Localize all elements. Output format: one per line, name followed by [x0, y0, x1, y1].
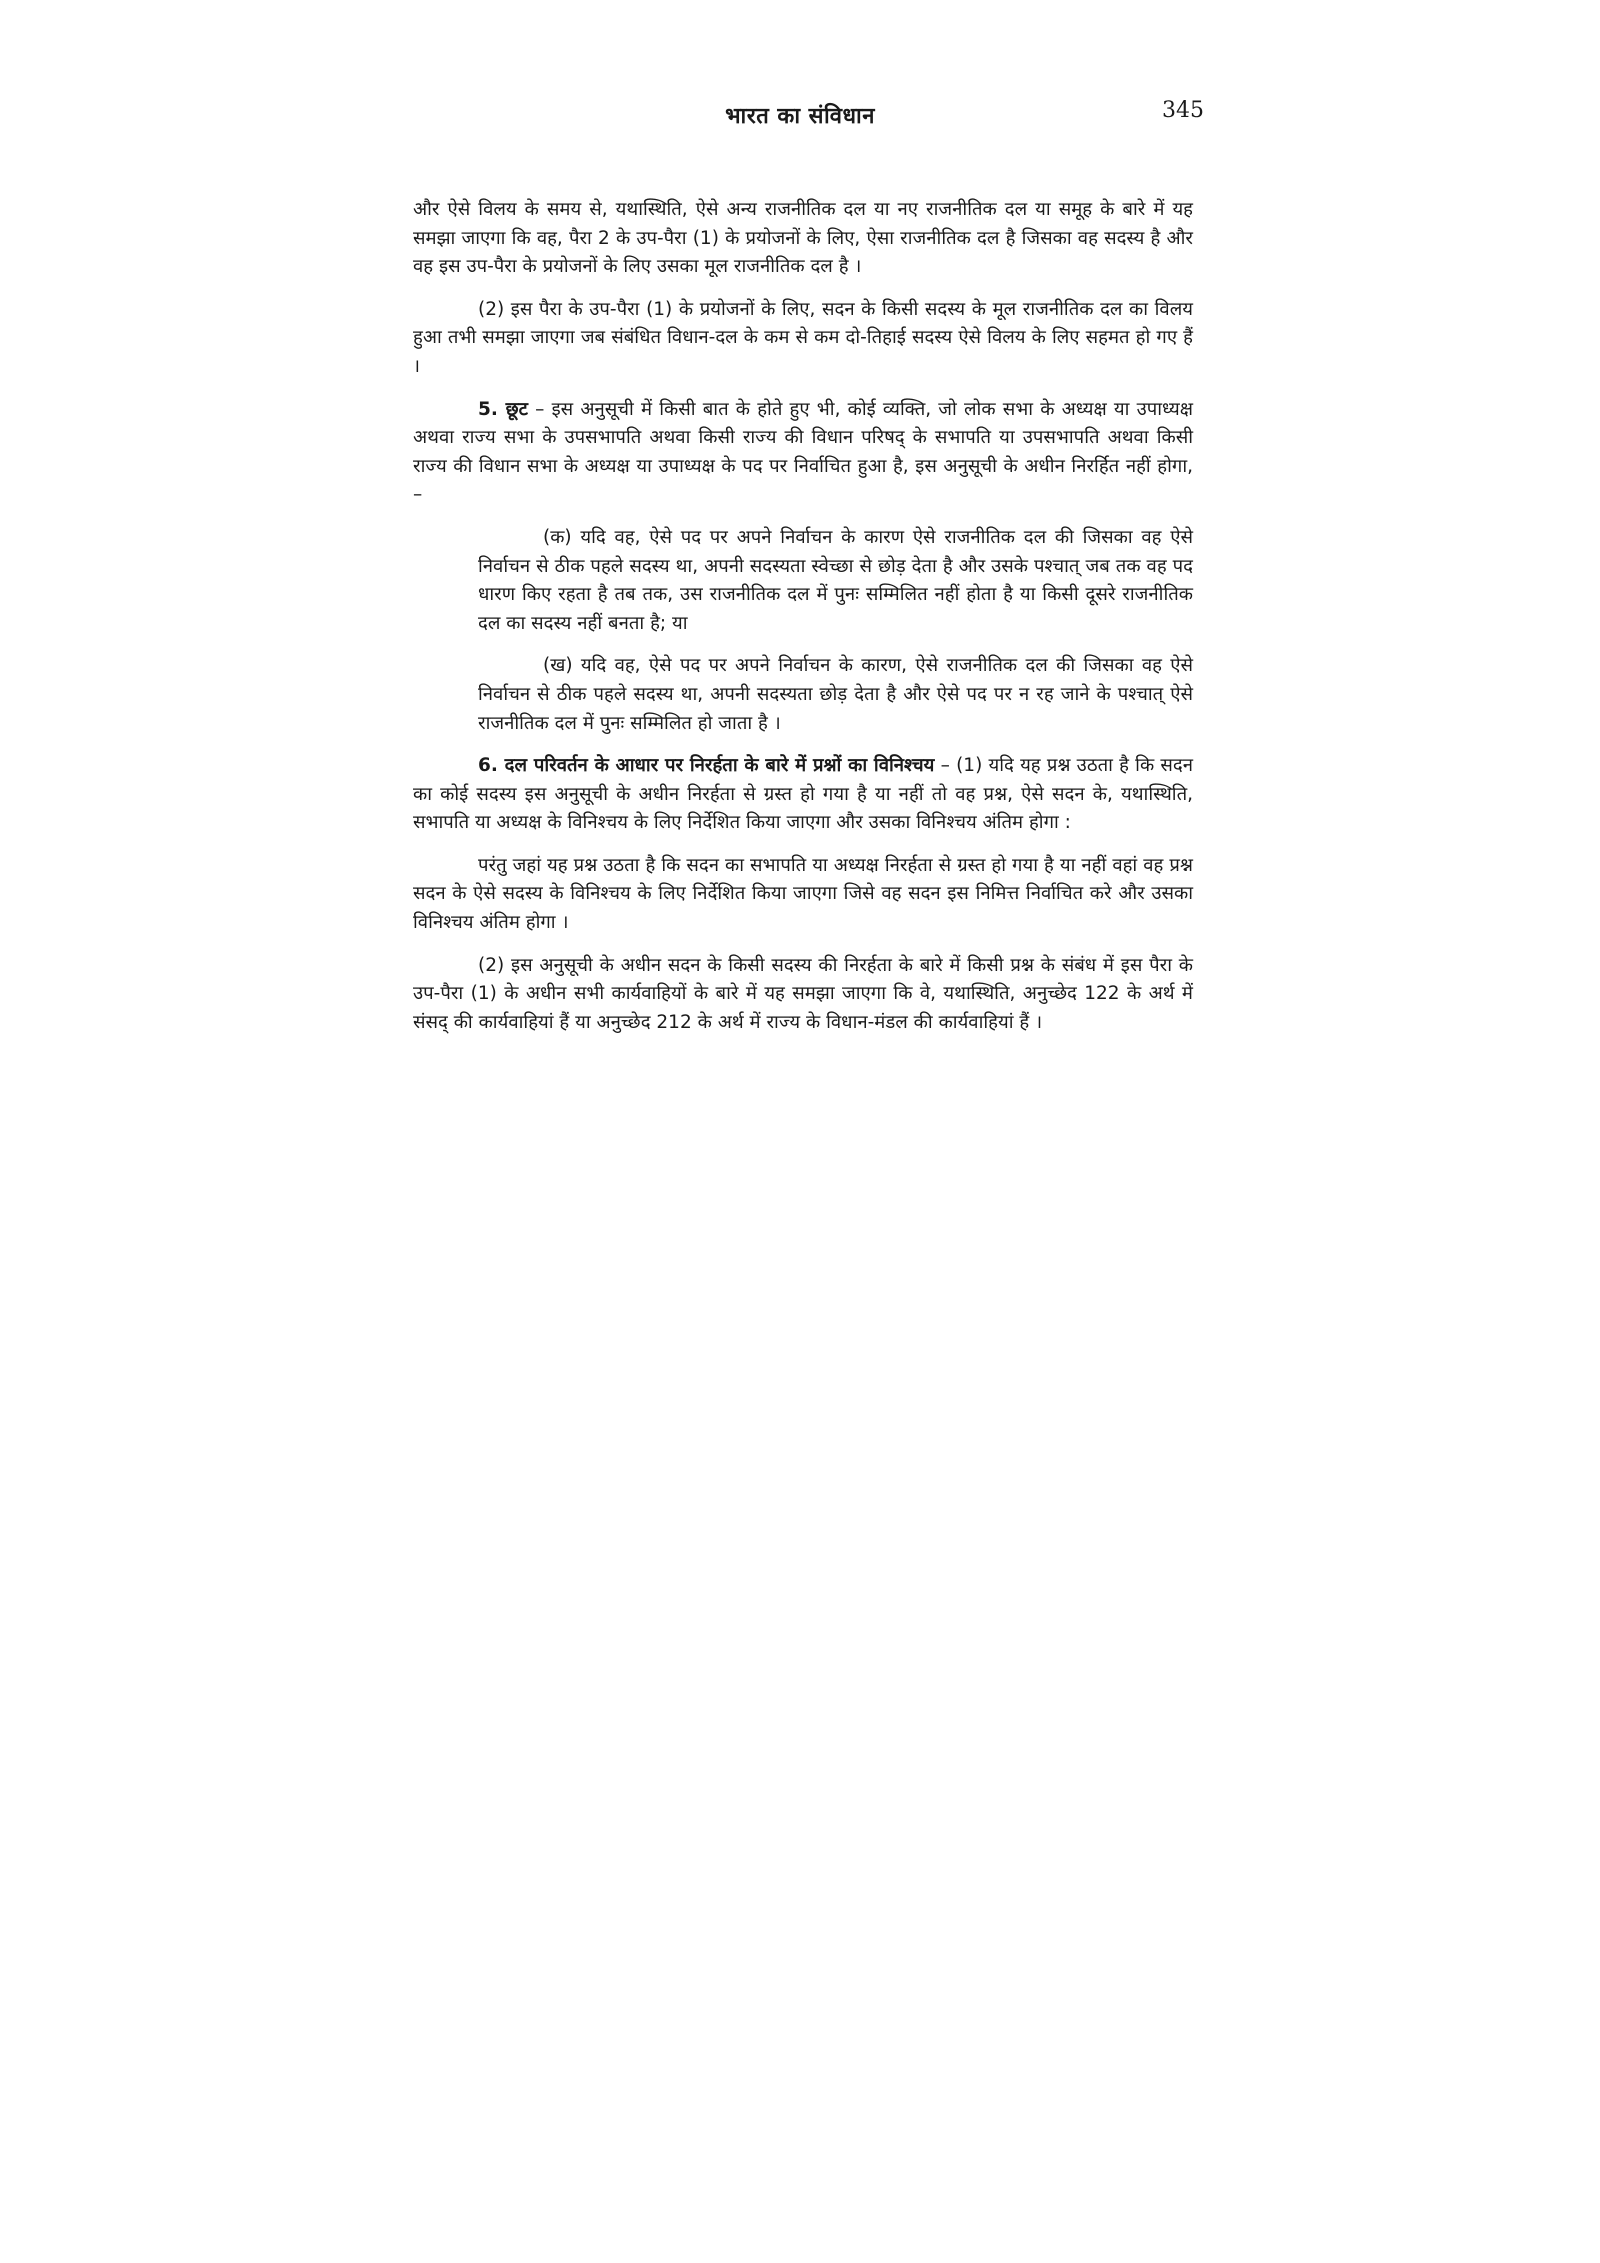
paragraph-merger-continuation	[413, 196, 1193, 282]
paragraph-text: (2) इस अनुसूची के अधीन सदन के किसी सदस्य की निरर्हता के बारे में किसी प्रश्न के संबंध में इस पैरा के उप-पैरा (1) के अधीन सभी कार्यवाहियों के बारे में यह समझा जाएगा कि वे, यथास्थिति, अनुच्छेद 122 के अर्थ में संसद् की कार्यवाहियां हैं या अनुच्छेद 212 के अर्थ में राज्य के विधान-मंडल की कार्यवाहियां हैं ।	[413, 954, 1193, 1033]
document-body	[413, 196, 1193, 1051]
page-header	[0, 100, 1600, 140]
clause-ka	[478, 524, 1193, 638]
paragraph-decision-on-questions	[413, 752, 1193, 838]
paragraph-text: और ऐसे विलय के समय से, यथास्थिति, ऐसे अन्य राजनीतिक दल या नए राजनीतिक दल या समूह के बारे में यह समझा जाएगा कि वह, पैरा 2 के उप-पैरा (1) के प्रयोजनों के लिए, ऐसा राजनीतिक दल है जिसका वह सदस्य है और वह इस उप-पैरा के प्रयोजनों के लिए उसका मूल राजनीतिक दल है ।	[413, 199, 1193, 278]
paragraph-text: – (1) यदि यह प्रश्न उठता है कि सदन का कोई सदस्य इस अनुसूची के अधीन निरर्हता से ग्रस्त हो गया है या नहीं तो वह प्रश्न, ऐसे सदन के, यथास्थिति, सभापति या अध्यक्ष के विनिश्चय के लिए निर्देशित किया जाएगा और उसका विनिश्चय अंतिम होगा :	[413, 755, 1193, 834]
page-number: 345	[1162, 98, 1204, 123]
paragraph-exemption	[413, 396, 1193, 510]
paragraph-text: – इस अनुसूची में किसी बात के होते हुए भी, कोई व्यक्ति, जो लोक सभा के अध्यक्ष या उपाध्यक्ष अथवा राज्य सभा के उपसभापति अथवा किसी राज्य की विधान परिषद् के सभापति या उपसभापति अथवा किसी राज्य की विधान सभा के अध्यक्ष या उपाध्यक्ष के पद पर निर्वाचित हुआ है, इस अनुसूची के अधीन निरर्हित नहीं होगा, –	[413, 398, 1193, 506]
clause-kha	[478, 652, 1193, 738]
clause-text: (ख) यदि वह, ऐसे पद पर अपने निर्वाचन के कारण, ऐसे राजनीतिक दल की जिसका वह ऐसे निर्वाचन से ठीक पहले सदस्य था, अपनी सदस्यता छोड़ देता है और ऐसे पद पर न रह जाने के पश्चात् ऐसे राजनीतिक दल में पुनः सम्मिलित हो जाता है ।	[478, 655, 1193, 734]
paragraph-proviso	[413, 852, 1193, 938]
section-heading-decision: 6. दल परिवर्तन के आधार पर निरर्हता के बारे में प्रश्नों का विनिश्चय	[478, 755, 935, 777]
paragraph-text: (2) इस पैरा के उप-पैरा (1) के प्रयोजनों के लिए, सदन के किसी सदस्य के मूल राजनीतिक दल का विलय हुआ तभी समझा जाएगा जब संबंधित विधान-दल के कम से कम दो-तिहाई सदस्य ऐसे विलय के लिए सहमत हो गए हैं ।	[413, 298, 1193, 377]
paragraph-merger-subpara-2	[413, 296, 1193, 382]
paragraph-text: परंतु जहां यह प्रश्न उठता है कि सदन का सभापति या अध्यक्ष निरर्हता से ग्रस्त हो गया है या नहीं वहां वह प्रश्न सदन के ऐसे सदस्य के विनिश्चय के लिए निर्देशित किया जाएगा जिसे वह सदन इस निमित्त निर्वाचित करे और उसका विनिश्चय अंतिम होगा ।	[413, 854, 1193, 934]
clause-text: (क) यदि वह, ऐसे पद पर अपने निर्वाचन के कारण ऐसे राजनीतिक दल की जिसका वह ऐसे निर्वाचन से ठीक पहले सदस्य था, अपनी सदस्यता स्वेच्छा से छोड़ देता है और उसके पश्चात् जब तक वह पद धारण किए रहता है तब तक, उस राजनीतिक दल में पुनः सम्मिलित नहीं होता है या किसी दूसरे राजनीतिक दल का सदस्य नहीं बनता है; या	[478, 526, 1193, 634]
section-heading-exemption: 5. छूट	[478, 398, 528, 420]
running-title: भारत का संविधान	[725, 104, 875, 129]
paragraph-proceedings	[413, 952, 1193, 1038]
